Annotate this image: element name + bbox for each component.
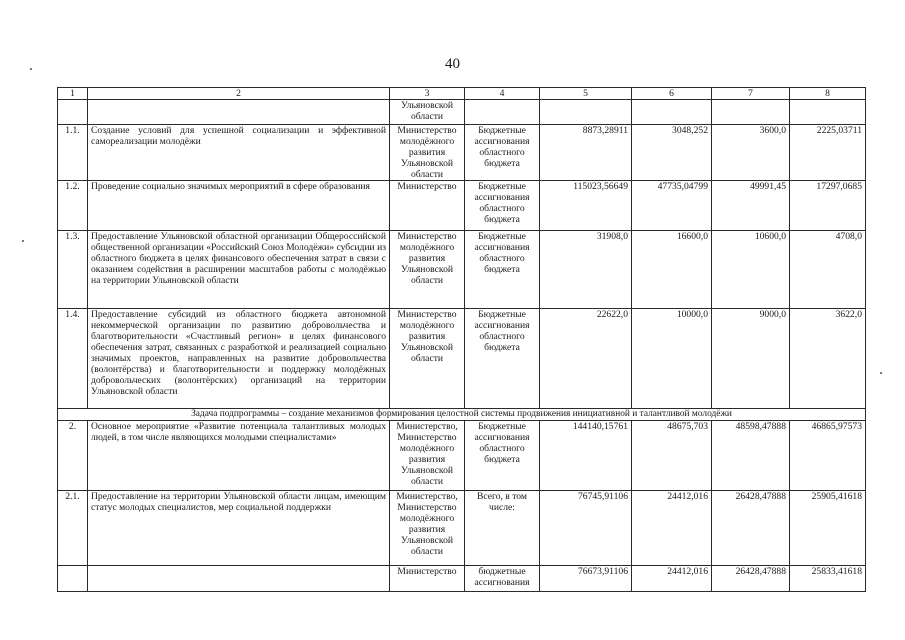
year3-value: 25833,41618 (790, 566, 866, 592)
col-header-7: 7 (712, 88, 790, 100)
year1-value: 48675,703 (632, 421, 712, 491)
event-name: Предоставление Ульяновской областной организации Общероссийской общественной организации «Российский Союз Молодёжи» субсидии из областного бюджета в целях финансового обеспечения затрат в связи с оказанием содействия в расширении масштабов работы с молодёжью на территории Ульяновской области (88, 231, 390, 309)
event-name: Предоставление субсидий из областного бюджета автономной некоммерческой организации по развитию добровольчества и благотворительности «Счастливый регион» в целях финансового обеспечения затрат, связанных с разработкой и реализацией социально значимых проектов, направленных на развитие добровольчества (волонтёрства) и благотворительности и поддержку молодёжных добровольческих (волонтёрских) организаций на территории Ульяновской области (88, 309, 390, 409)
col-header-1: 1 (58, 88, 88, 100)
row-number (58, 566, 88, 592)
executor-cell: Министерство (390, 566, 465, 592)
year3-value: 3622,0 (790, 309, 866, 409)
task-row (58, 409, 866, 421)
year3-value: 4708,0 (790, 231, 866, 309)
executor-cell: Министерство (390, 181, 465, 231)
funding-source: Бюджетные ассигнования областного бюджета (465, 231, 540, 309)
funding-source: Бюджетные ассигнования областного бюджета (465, 421, 540, 491)
executor-cell: Министерство, Министерство молодёжного развития Ульяновской области (390, 491, 465, 566)
col-header-4: 4 (465, 88, 540, 100)
row-number: 1.3. (58, 231, 88, 309)
page-number: 40 (445, 56, 460, 72)
table-row (58, 309, 866, 409)
total-value: 22622,0 (540, 309, 632, 409)
col-header-5: 5 (540, 88, 632, 100)
event-name (88, 566, 390, 592)
year2-value: 26428,47888 (712, 491, 790, 566)
funding-source: Всего, в том числе: (465, 491, 540, 566)
year1-value: 24412,016 (632, 491, 712, 566)
executor-cell: Министерство молодёжного развития Ульяновской области (390, 125, 465, 181)
total-value: 8873,28911 (540, 125, 632, 181)
table-row (58, 231, 866, 309)
total-value: 144140,15761 (540, 421, 632, 491)
executor-cell: Министерство молодёжного развития Ульяновской области (390, 231, 465, 309)
total-value: 31908,0 (540, 231, 632, 309)
year2-value: 9000,0 (712, 309, 790, 409)
table-row (58, 566, 866, 592)
funding-source: бюджетные ассигнования (465, 566, 540, 592)
table-row (58, 491, 866, 566)
row-number: 1.2. (58, 181, 88, 231)
executor-cell: Министерство молодёжного развития Ульяновской области (390, 309, 465, 409)
year2-value: 49991,45 (712, 181, 790, 231)
total-value: 76673,91106 (540, 566, 632, 592)
row-number: 2. (58, 421, 88, 491)
row-number: 2.1. (58, 491, 88, 566)
budget-table (57, 87, 866, 592)
header-row (58, 88, 866, 100)
row-number: 1.4. (58, 309, 88, 409)
table-row (58, 125, 866, 181)
table-row (58, 181, 866, 231)
funding-source: Бюджетные ассигнования областного бюджета (465, 309, 540, 409)
year2-value: 3600,0 (712, 125, 790, 181)
year1-value: 10000,0 (632, 309, 712, 409)
year3-value: 46865,97573 (790, 421, 866, 491)
col-header-6: 6 (632, 88, 712, 100)
funding-source: Бюджетные ассигнования областного бюджета (465, 125, 540, 181)
year1-value: 24412,016 (632, 566, 712, 592)
col-header-3: 3 (390, 88, 465, 100)
year3-value: 25905,41618 (790, 491, 866, 566)
total-value: 115023,56649 (540, 181, 632, 231)
table-row (58, 421, 866, 491)
year2-value: 10600,0 (712, 231, 790, 309)
executor-cell: Ульяновской области (390, 100, 465, 125)
total-value: 76745,91106 (540, 491, 632, 566)
year3-value: 2225,03711 (790, 125, 866, 181)
funding-source: Бюджетные ассигнования областного бюджета (465, 181, 540, 231)
col-header-2: 2 (88, 88, 390, 100)
year2-value: 26428,47888 (712, 566, 790, 592)
year1-value: 47735,04799 (632, 181, 712, 231)
year1-value: 3048,252 (632, 125, 712, 181)
event-name: Создание условий для успешной социализации и эффективной самореализации молодёжи (88, 125, 390, 181)
scan-speck (30, 68, 32, 70)
scan-speck (880, 372, 882, 374)
subprogram-task: Задача подпрограммы – создание механизмов формирования целостной системы продвижения инициативной и талантливой молодёжи (58, 409, 866, 421)
event-name: Предоставление на территории Ульяновской области лицам, имеющим статус молодых специалистов, мер социальной поддержки (88, 491, 390, 566)
event-name: Основное мероприятие «Развитие потенциала талантливых молодых людей, в том числе являющихся молодыми специалистами» (88, 421, 390, 491)
year1-value: 16600,0 (632, 231, 712, 309)
row-number: 1.1. (58, 125, 88, 181)
col-header-8: 8 (790, 88, 866, 100)
continuation-row (58, 100, 866, 125)
year2-value: 48598,47888 (712, 421, 790, 491)
executor-cell: Министерство, Министерство молодёжного развития Ульяновской области (390, 421, 465, 491)
scan-speck (22, 240, 24, 242)
event-name: Проведение социально значимых мероприятий в сфере образования (88, 181, 390, 231)
year3-value: 17297,0685 (790, 181, 866, 231)
